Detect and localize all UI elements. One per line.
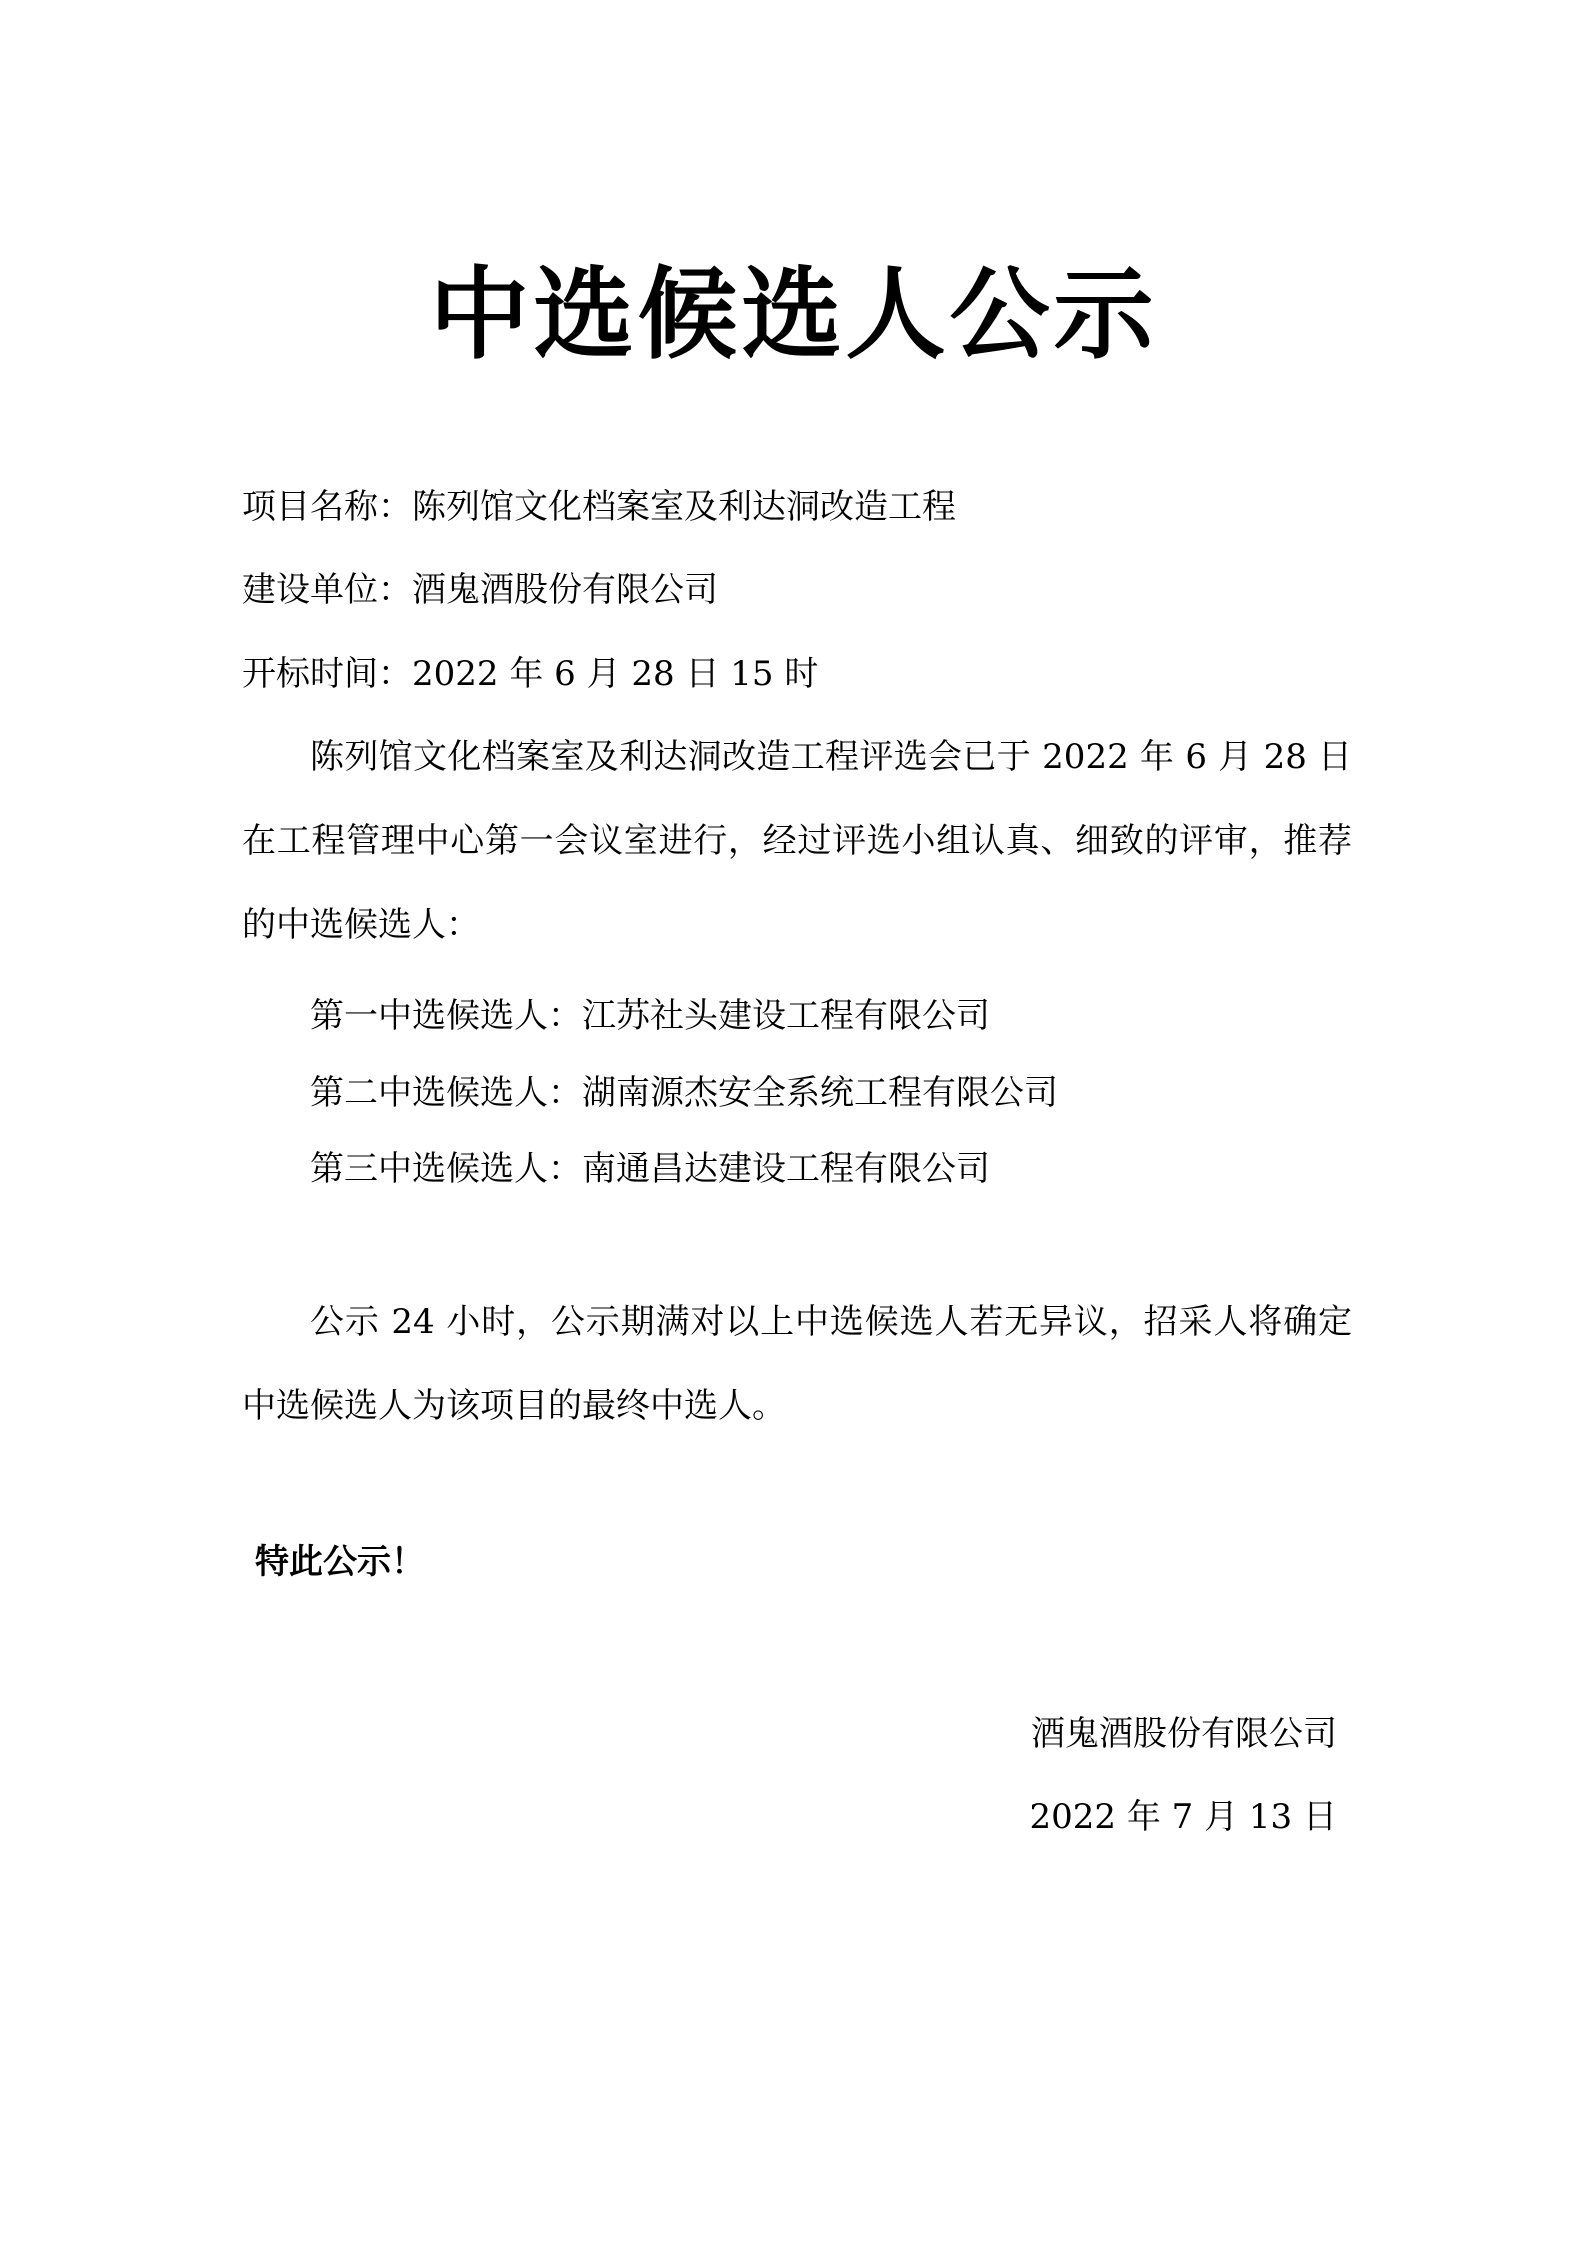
builder-line [242,568,718,612]
signature-date: 2022 年 7 月 13 日 [1029,1797,1337,1837]
candidate-1-name: 江苏社头建设工程有限公司 [582,996,990,1036]
notice-paragraph: 公示 24 小时，公示期满对以上中选候选人若无异议，招采人将确定中选候选人为该项目的最终中选人。 [242,1302,1352,1426]
project-name-label: 项目名称： [242,487,412,527]
intro-paragraph: 陈列馆文化档案室及利达洞改造工程评选会已于 2022 年 6 月 28 日在工程管理中心第一会议室进行，经过评选小组认真、细致的评审，推荐的中选候选人： [242,737,1352,945]
signature-company: 酒鬼酒股份有限公司 [1031,1714,1337,1754]
opening-time-label: 开标时间： [242,654,412,694]
candidate-3-name: 南通昌达建设工程有限公司 [582,1149,990,1189]
project-name-line [242,485,956,529]
candidate-2-name: 湖南源杰安全系统工程有限公司 [582,1073,1058,1113]
opening-time-line [242,652,818,696]
candidate-3-label: 第三中选候选人： [310,1149,582,1189]
candidate-2 [310,1071,1058,1115]
special-notice: 特此公示！ [255,1542,425,1582]
builder-label: 建设单位： [242,570,412,610]
opening-time-value: 2022 年 6 月 28 日 15 时 [412,654,819,694]
candidate-1-label: 第一中选候选人： [310,996,582,1036]
builder-value: 酒鬼酒股份有限公司 [412,570,718,610]
candidate-1 [310,994,990,1038]
candidate-2-label: 第二中选候选人： [310,1073,582,1113]
page-title: 中选候选人公示 [429,256,1158,373]
project-name-value: 陈列馆文化档案室及利达洞改造工程 [412,487,956,527]
candidate-3 [310,1147,990,1191]
